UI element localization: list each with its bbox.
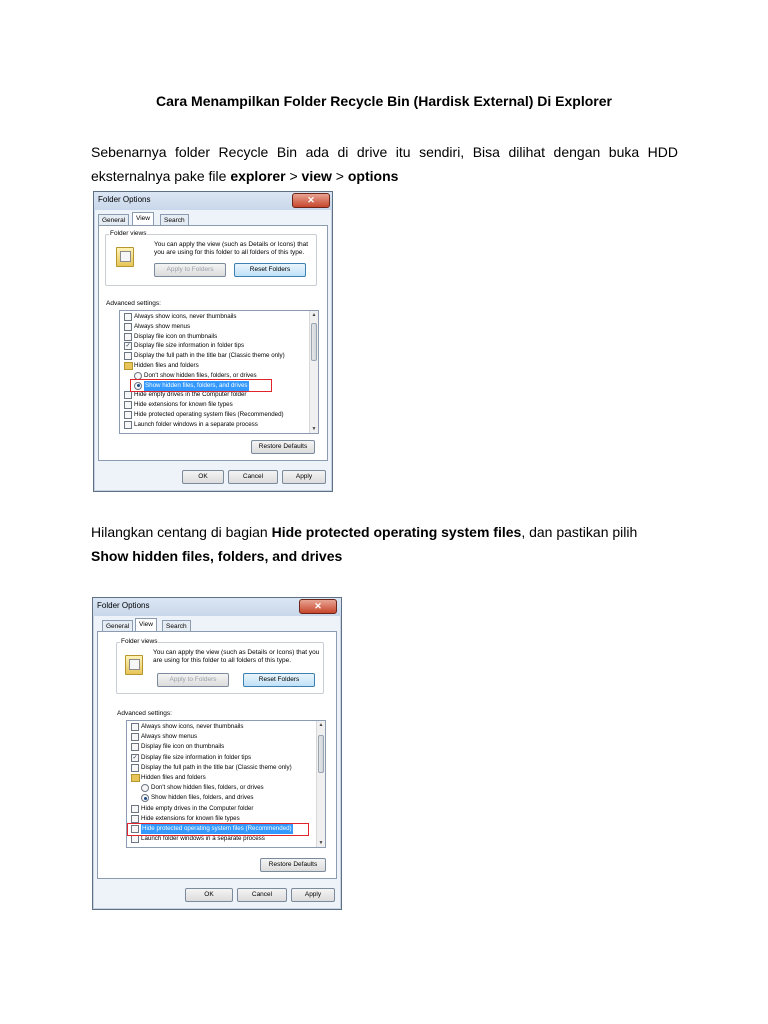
list-item-label: Show hidden files, folders, and drives (145, 381, 248, 389)
ok-button[interactable]: OK (185, 888, 233, 902)
para1-bold-explorer: explorer (230, 168, 286, 184)
para2-bold-show-hidden: Show hidden files, folders, and drives (91, 548, 343, 564)
advanced-settings-label: Advanced settings: (106, 300, 161, 307)
checkbox[interactable] (131, 723, 139, 731)
list-item-label: Don't show hidden files, folders, or drives (151, 784, 264, 792)
folder-views-label: Folder views (110, 230, 147, 237)
list-item-label: Always show icons, never thumbnails (141, 723, 244, 730)
list-item-label: Show hidden files, folders, and drives (151, 794, 254, 802)
para2-text: Hilangkan centang di bagian (91, 524, 272, 540)
list-item-label: Launch folder windows in a separate process (141, 835, 265, 843)
scroll-up-icon[interactable]: ▲ (318, 722, 324, 728)
checkbox[interactable] (131, 805, 139, 813)
paragraph-instruction (91, 520, 678, 568)
para2-bold-hide-protected: Hide protected operating system files (271, 524, 522, 540)
list-scrollbar[interactable] (316, 721, 325, 847)
checkbox[interactable] (124, 313, 132, 321)
dialog-panel (98, 225, 328, 461)
folder-views-desc: You can apply the view (such as Details or Icons) that you are using for this folder to all folders of this type. (153, 649, 320, 664)
cancel-button[interactable]: Cancel (228, 470, 278, 484)
list-item-label: Hidden files and folders (134, 362, 199, 369)
checkbox[interactable] (131, 764, 139, 772)
folder-views-desc: You can apply the view (such as Details or Icons) that you are using for this folder to all folders of this type. (154, 241, 309, 256)
list-item-label: Display file size information in folder tips (141, 753, 252, 761)
list-item-label: Hide extensions for known file types (134, 401, 233, 409)
folder-icon (124, 362, 133, 370)
dialog-titlebar (94, 192, 332, 210)
folder-views-icon (125, 655, 143, 675)
checkbox[interactable] (131, 733, 139, 741)
checkbox[interactable] (124, 333, 132, 341)
scroll-thumb[interactable] (311, 323, 317, 361)
highlight-box (127, 823, 309, 836)
folder-icon (131, 774, 140, 782)
tab-search[interactable]: Search (160, 214, 189, 226)
list-item-label: Launch folder windows in a separate process (134, 420, 258, 428)
folder-views-label: Folder views (121, 638, 158, 645)
tab-view[interactable]: View (135, 618, 157, 632)
cancel-button[interactable]: Cancel (237, 888, 287, 902)
scroll-up-icon[interactable]: ▲ (311, 312, 317, 318)
folder-views-group (116, 638, 324, 694)
apply-button[interactable]: Apply (282, 470, 326, 484)
list-scrollbar[interactable] (309, 311, 318, 433)
advanced-settings-list[interactable] (119, 310, 319, 434)
para1-sep1: > (285, 168, 302, 184)
para1-sep2: > (331, 168, 348, 184)
radio-button[interactable] (141, 784, 149, 792)
highlight-box (130, 379, 272, 392)
reset-folders-button[interactable]: Reset Folders (243, 673, 315, 687)
tab-general[interactable]: General (102, 620, 133, 632)
radio-button[interactable] (141, 794, 149, 802)
checkbox[interactable] (124, 411, 132, 419)
tab-search[interactable]: Search (162, 620, 191, 632)
checkbox[interactable] (131, 815, 139, 823)
advanced-settings-list[interactable] (126, 720, 326, 848)
reset-folders-button[interactable]: Reset Folders (234, 263, 306, 277)
advanced-settings-label: Advanced settings: (117, 710, 172, 717)
checkbox[interactable] (124, 421, 132, 429)
list-item-label: Hide protected operating system files (Recommended) (142, 825, 292, 832)
scroll-down-icon[interactable]: ▼ (318, 840, 324, 846)
checkbox[interactable]: ✓ (125, 343, 131, 350)
folder-options-dialog-1 (93, 191, 333, 492)
apply-to-folders-button[interactable]: Apply to Folders (154, 263, 226, 277)
list-item-label: Don't show hidden files, folders, or drives (144, 371, 257, 379)
list-item-label: Display the full path in the title bar (Classic theme only) (141, 763, 292, 771)
list-item-label: Hide extensions for known file types (141, 814, 240, 822)
paragraph-intro (91, 140, 678, 188)
tab-view[interactable]: View (132, 212, 154, 226)
checkbox[interactable] (124, 391, 132, 399)
list-item-label: Hide protected operating system files (Recommended) (134, 411, 284, 418)
folder-views-icon (116, 247, 134, 267)
list-item-label: Display file size information in folder tips (134, 342, 245, 350)
scroll-thumb[interactable] (318, 735, 324, 773)
restore-defaults-button[interactable]: Restore Defaults (251, 440, 315, 454)
para1-text: Sebenarnya folder Recycle Bin ada di drive itu sendiri, Bisa dilihat dengan buka HDD eksternalnya pake file (91, 144, 678, 184)
list-item-label: Always show icons, never thumbnails (134, 313, 237, 320)
ok-button[interactable]: OK (182, 470, 224, 484)
list-item-label: Hide empty drives in the Computer folder (141, 804, 254, 812)
dialog-titlebar (93, 598, 341, 616)
para2-mid: , dan pastikan pilih (521, 524, 638, 540)
para1-bold-options: options (347, 168, 399, 184)
checkbox[interactable] (131, 835, 139, 843)
checkbox[interactable] (124, 401, 132, 409)
list-item-label: Always show menus (141, 733, 198, 741)
list-item-label: Hidden files and folders (141, 774, 206, 781)
close-button[interactable]: ✕ (292, 193, 330, 208)
list-item-label: Display the full path in the title bar (Classic theme only) (134, 352, 285, 360)
list-item-label: Display file icon on thumbnails (134, 332, 218, 340)
checkbox[interactable] (124, 352, 132, 360)
checkbox[interactable] (124, 323, 132, 331)
list-item-label: Always show menus (134, 322, 191, 330)
list-item-label: Hide empty drives in the Computer folder (134, 391, 247, 399)
dialog-title: Folder Options (98, 195, 151, 204)
close-button[interactable]: ✕ (299, 599, 337, 614)
apply-to-folders-button[interactable]: Apply to Folders (157, 673, 229, 687)
apply-button[interactable]: Apply (291, 888, 335, 902)
tab-general[interactable]: General (98, 214, 129, 226)
checkbox[interactable]: ✓ (132, 754, 138, 761)
scroll-down-icon[interactable]: ▼ (311, 426, 317, 432)
page-title: Cara Menampilkan Folder Recycle Bin (Hardisk External) Di Explorer (156, 93, 612, 109)
checkbox[interactable] (131, 743, 139, 751)
dialog-panel (97, 631, 337, 879)
folder-options-dialog-2 (92, 597, 342, 910)
restore-defaults-button[interactable]: Restore Defaults (260, 858, 326, 872)
para1-bold-view: view (301, 168, 332, 184)
dialog-title: Folder Options (97, 601, 150, 610)
list-item-label: Display file icon on thumbnails (141, 743, 225, 751)
folder-views-group (105, 230, 317, 286)
